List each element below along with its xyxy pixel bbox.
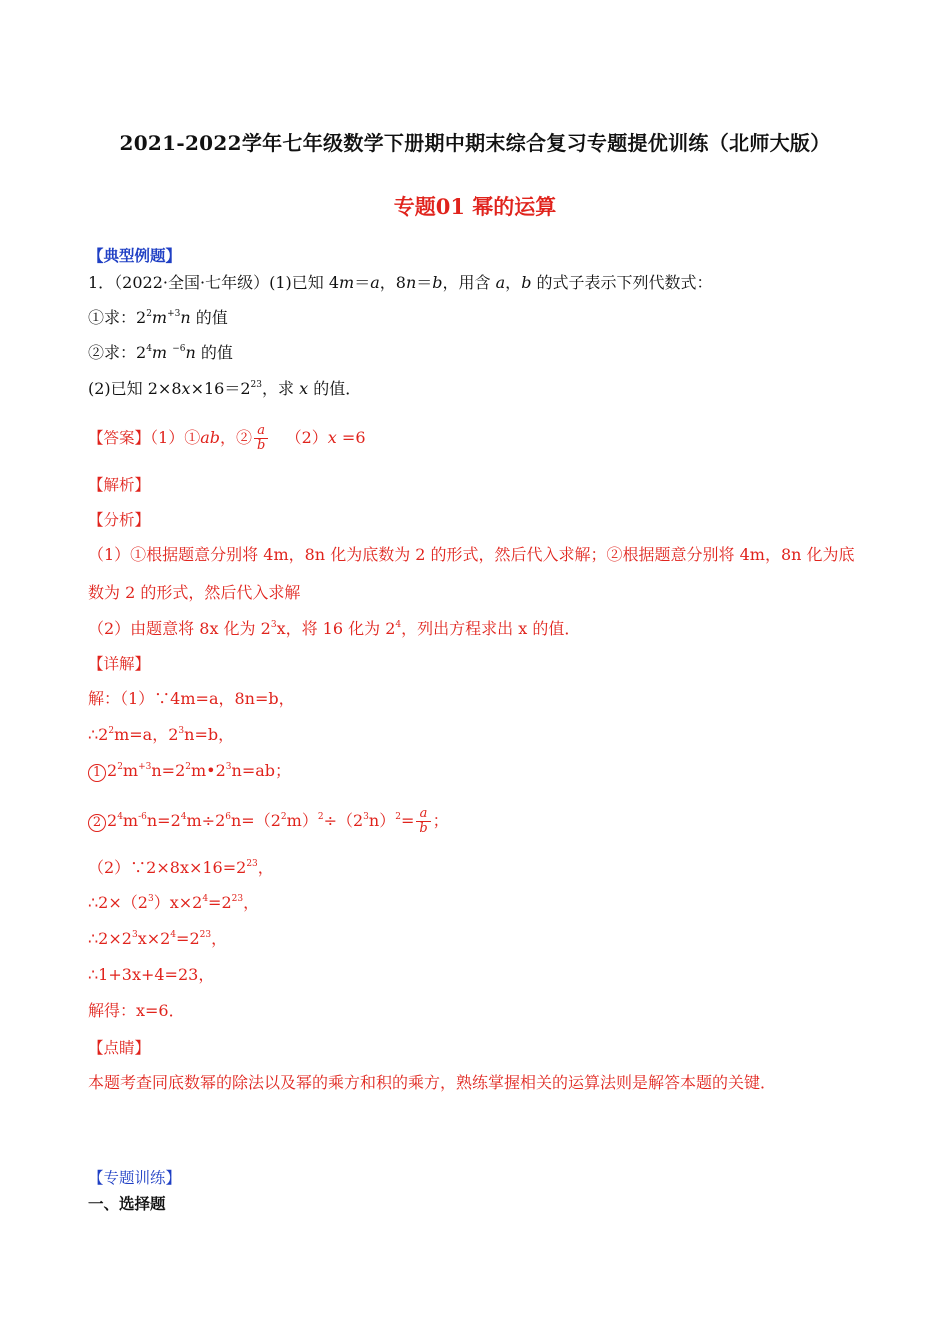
training-section-label: 【专题训练】 <box>88 1169 182 1187</box>
question-part-2: ②求：$2^4m$ $^{-6}$n 的值 <box>88 343 233 362</box>
topic-title: 专题01 幂的运算 <box>393 194 557 219</box>
reasoning-line-1: （1）①根据题意分别将 4m，8n 化为底数为 2 的形式，然后代入求解；②根据题意分别将 4m，8n 化为底 <box>88 545 855 564</box>
question-part-1: ①求：$2^2m^{+3}n$ 的值 <box>88 308 228 327</box>
reasoning-label: 【分析】 <box>88 511 151 529</box>
detail-line-4: 2 $2^4m^{-6}n=2^4m\div 2^6n=(2^2m)^2\div(2^3n)^2=$ $\frac{a}{b}$ ； <box>88 807 449 836</box>
detail-line-7: $\therefore 2\times 2^3x\times 2^4=2^{23}$， <box>88 929 228 948</box>
answer-fraction: $\frac{a}{b}$ <box>254 424 268 453</box>
detail-line-3: 1 $2^2m^{+3}n=2^2m•2^3n=ab$； <box>88 760 291 782</box>
detail-fraction: $\frac{a}{b}$ <box>416 807 430 836</box>
multiple-choice-heading: 一、选择题 <box>88 1195 166 1213</box>
detail-line-2: $\therefore 2^2m=a$，$2^3n=b$， <box>88 725 235 744</box>
reasoning-line-3: （2）由题意将 8x 化为 $2^3x$，将 16 化为 $2^4$，列出方程求出 x 的值． <box>88 619 581 638</box>
answer-line: 【答案】（1）①ab，② $\frac{a}{b}$ （2）x =6 <box>88 423 366 453</box>
detail-line-9: 解得：x=6． <box>88 1001 185 1020</box>
question-part-3: (2)已知 $2\times 8x\times 16=2^{23}$，求 x 的值． <box>88 379 362 398</box>
detail-line-5: $(2)\because 2\times 8x\times 16=2^{23}$， <box>88 858 274 877</box>
key-point-text: 本题考查同底数幂的除法以及幂的乘方和积的乘方，熟练掌握相关的运算法则是解答本题的关键． <box>88 1073 777 1092</box>
key-point-label: 【点睛】 <box>88 1039 151 1057</box>
analysis-label: 【解析】 <box>88 476 151 494</box>
circled-number-1: 1 <box>88 764 106 782</box>
detail-line-1: 解：（1）∵4m=a，8n=b， <box>88 689 295 708</box>
circled-number-2: 2 <box>88 814 106 832</box>
example-section-label: 【典型例题】 <box>88 247 182 265</box>
document-title: 2021-2022学年七年级数学下册期中期末综合复习专题提优训练（北师大版） <box>119 131 831 155</box>
reasoning-line-2: 数为 2 的形式，然后代入求解 <box>88 583 301 602</box>
detail-line-6: $\therefore 2\times(2^3)x\times 2^4=2^{23}$， <box>88 893 260 912</box>
detail-label: 【详解】 <box>88 655 151 673</box>
detail-line-8: ∴1+3x+4=23， <box>88 965 215 984</box>
question-intro: 1．（2022·全国·七年级）(1)已知 4m＝a，8n＝b，用含 a，b 的式子表示下列代数式： <box>88 273 713 292</box>
